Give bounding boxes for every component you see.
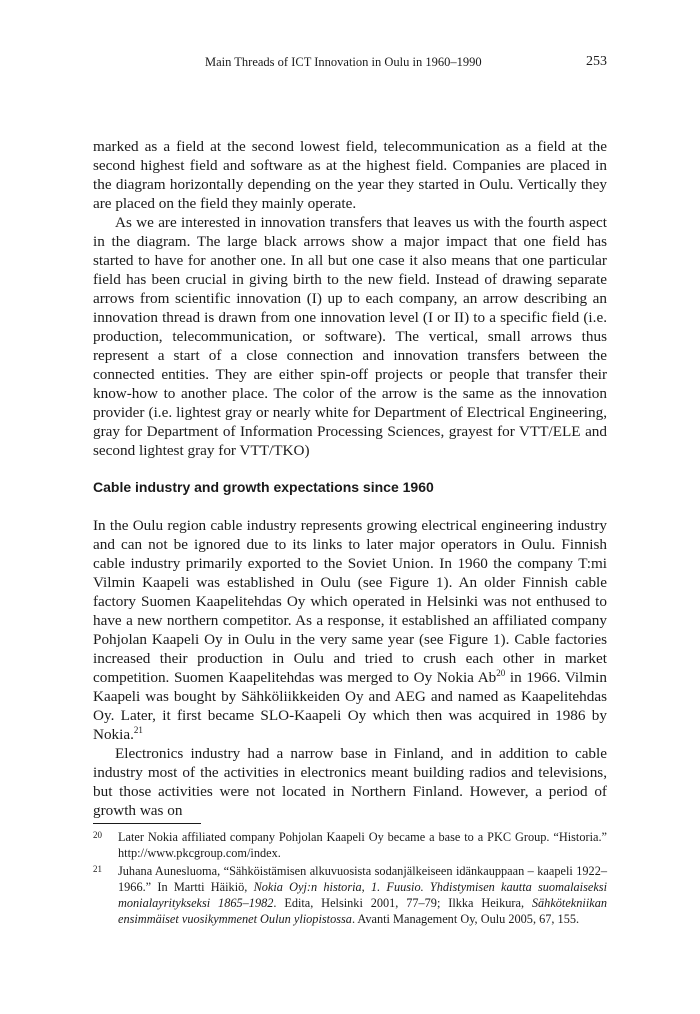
running-title: Main Threads of ICT Innovation in Oulu in 1960–1990	[205, 55, 482, 69]
footnote-number: 20	[93, 830, 102, 840]
book-title: Nokia Oyj:n historia, 1. Fuusio. Yhdistymisen kautta suomalaiseksi monialayritykseksi 1865–1982	[118, 880, 607, 910]
paragraph-text: In the Oulu region cable industry represents growing electrical engineering industry and can not be ignored due to its links to later major operators in Oulu. Finnish cable industry primarily exported to the Soviet Union. In 1960 the company T:mi Vilmin Kaapeli was established in Oulu (see Figure 1). An older Finnish cable factory Suomen Kaapelitehdas Oy which operated in Helsinki was not enthused to have a new northern competitor. As a response, it established an affiliated company Pohjolan Kaapeli Oy in Oulu in the very same year (see Figure 1). Cable factories increased their production in Oulu and tried to crush each other in market competition. Suomen Kaapelitehdas was merged to Oy Nokia Ab	[93, 517, 607, 686]
footnote-text: Later Nokia affiliated company Pohjolan Kaapeli Oy became a base to a PKC Group. “Historia.” http://www.pkcgroup.com/index.	[118, 830, 607, 860]
footnote-number: 21	[93, 864, 102, 874]
footnote-ref-21[interactable]: 21	[133, 724, 143, 735]
footnote-20	[93, 829, 607, 861]
footnote-ref-20[interactable]: 20	[496, 667, 506, 678]
paragraph-cable-industry	[93, 516, 607, 744]
page-number: 253	[586, 54, 607, 69]
footnotes	[93, 829, 607, 927]
footnote-text: . Avanti Management Oy, Oulu 2005, 67, 155.	[351, 912, 580, 926]
section-text-block	[93, 516, 607, 820]
paragraph-innovation-transfers: As we are interested in innovation transfers that leaves us with the fourth aspect in the diagram. The large black arrows show a major impact that one field has started to have for another one. In all but one case it also means that one particular field has been crucial in giving birth to the new field. Instead of drawing separate arrows from scientific innovation (I) up to each company, an arrow describing an innovation thread is drawn from one innovation level (I or II) to a specific field (i.e. production, telecommunication, or software). The vertical, small arrows thus represent a start of a close connection and innovation transfers between the connected entities. They are either spin-off projects or people that transfer their know-how to another place. The color of the arrow is the same as the innovation provider (i.e. lightest gray or nearly white for Department of Electrical Engineering, gray for Department of Information Processing Sciences, grayest for VTT/ELE and second lightest gray for VTT/TKO)	[93, 214, 607, 459]
paragraph-continued: marked as a field at the second lowest field, telecommunication as a field at the second highest field and software as at the highest field. Companies are placed in the diagram horizontally depending on the year they started in Oulu. Vertically they are placed on the field they mainly operate.	[93, 138, 607, 212]
footnote-text: Juhana Aunesluoma, “Sähköistämisen alkuvuosista sodanjälkeiseen idänkauppaan – kaapeli 1922–1966.” In Martti Häikiö,	[118, 864, 607, 894]
book-title: Sähkötekniikan ensimmäiset vuosikymmenet Oulun yliopistossa	[118, 896, 607, 926]
section-heading: Cable industry and growth expectations since 1960	[93, 479, 434, 495]
footnote-21	[93, 863, 607, 927]
intro-text-block	[93, 137, 607, 460]
paragraph-electronics-industry: Electronics industry had a narrow base in Finland, and in addition to cable industry most of the activities in electronics meant building radios and televisions, but those activities were not located in Northern Finland. However, a period of growth was on	[93, 745, 607, 819]
footnote-text: . Edita, Helsinki 2001, 77–79; Ilkka Heikura,	[273, 896, 532, 910]
footnote-divider	[93, 823, 201, 824]
paragraph-text: in 1966. Vilmin Kaapeli was bought by Sähköliikkeiden Oy and AEG and named as Kaapelitehdas Oy. Later, it first became SLO-Kaapeli Oy which then was acquired in 1986 by Nokia.	[93, 669, 607, 743]
